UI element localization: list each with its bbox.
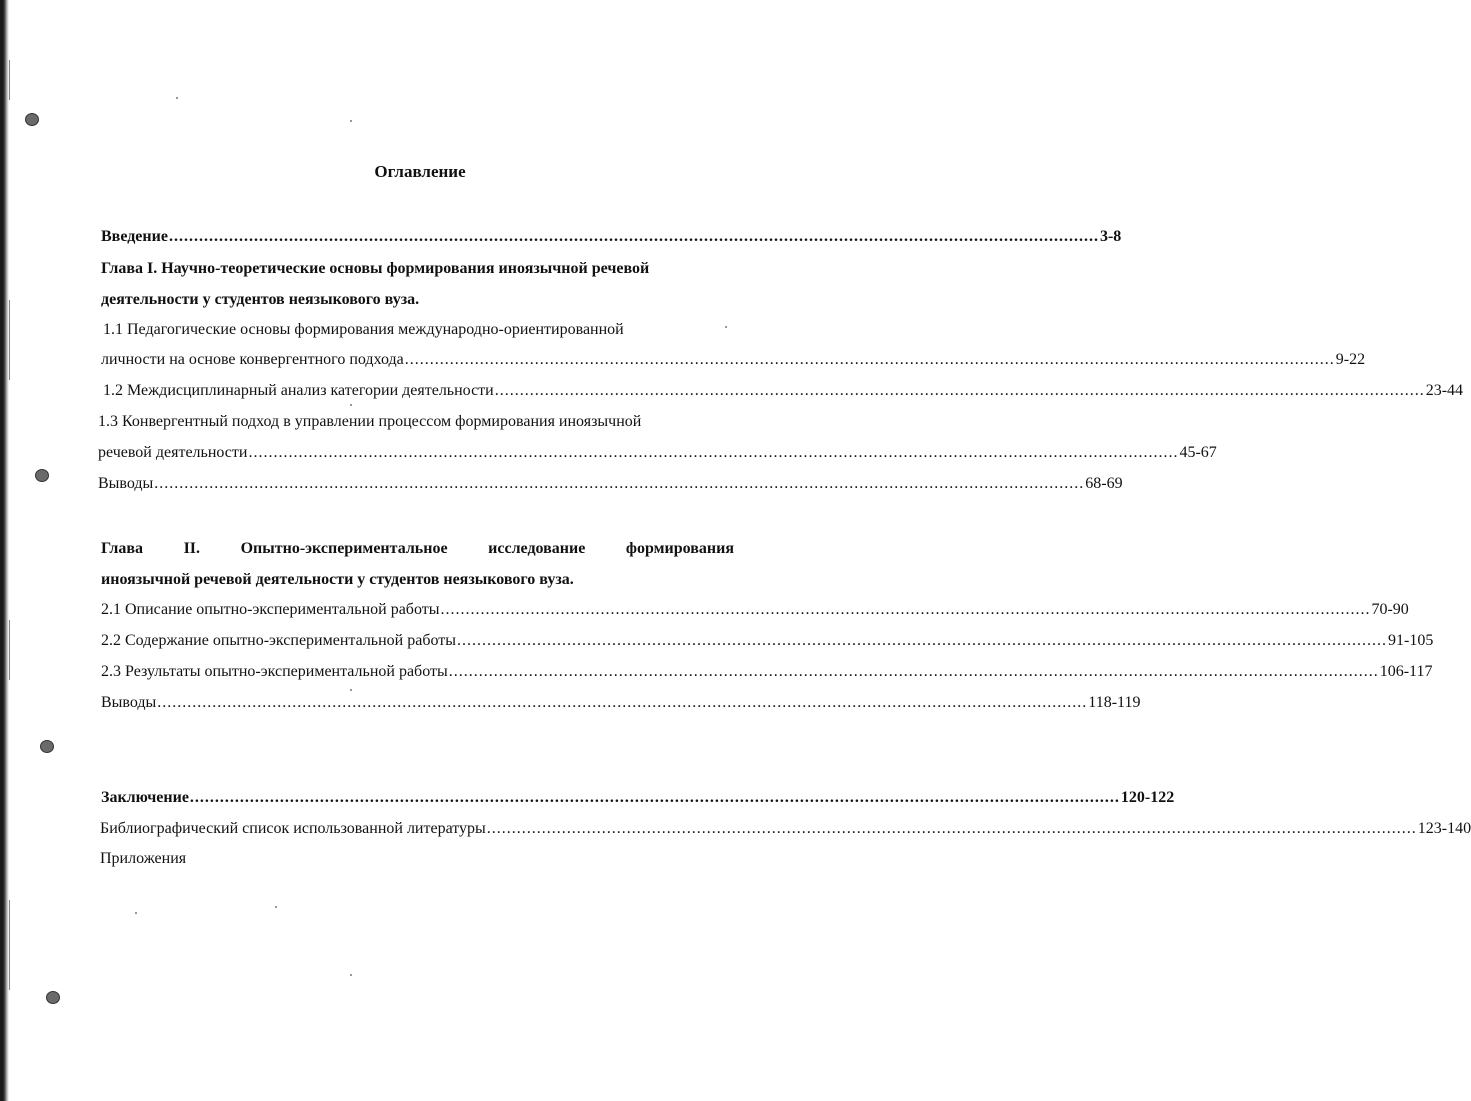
- scan-artifact: [9, 300, 10, 380]
- scan-speck: [350, 120, 352, 122]
- toc-page-range: 123-140: [1417, 820, 1471, 837]
- dot-leader: ..........................................................................................................................................................................................: [486, 820, 1417, 837]
- dot-leader: ..........................................................................................................................................................................................: [457, 632, 1387, 649]
- toc-page-range: 70-90: [1371, 601, 1409, 618]
- toc-page-range: 106-117: [1379, 663, 1433, 680]
- scan-speck: [725, 326, 727, 328]
- scan-speck: [135, 912, 137, 914]
- punch-hole-mark: [35, 469, 49, 482]
- scan-speck: [350, 404, 352, 406]
- toc-page-range: 45-67: [1179, 444, 1217, 461]
- toc-page-range: 3-8: [1099, 228, 1122, 245]
- toc-page-range: 118-119: [1088, 694, 1141, 711]
- dot-leader: ..........................................................................................................................................................................................: [404, 351, 1335, 368]
- scan-artifact: [9, 620, 10, 680]
- toc-entry-label: Выводы: [98, 475, 154, 492]
- toc-entry-label: Заключение: [101, 789, 189, 806]
- dot-leader: ..........................................................................................................................................................................................: [154, 475, 1085, 492]
- scan-speck: [275, 906, 277, 908]
- toc-entry-conclusion: [101, 788, 1175, 808]
- toc-entry-label: Выводы: [101, 694, 157, 711]
- toc-entry-bibliography: [100, 819, 1471, 839]
- dot-leader: ..........................................................................................................................................................................................: [440, 601, 1371, 618]
- toc-entry-label: Библиографический список использованной литературы: [100, 820, 486, 837]
- punch-hole-mark: [46, 991, 60, 1004]
- toc-entry-2-2: [101, 631, 1434, 651]
- toc-page-range: 23-44: [1425, 382, 1464, 399]
- toc-entry-label: 2.1 Описание опытно-экспериментальной работы: [101, 601, 440, 618]
- toc-entry-label: 1.2 Междисциплинарный анализ категории деятельности: [103, 382, 494, 399]
- scan-speck: [350, 974, 352, 976]
- heading-word: Глава: [101, 540, 143, 557]
- toc-entry-chapter-2-conclusions: [101, 693, 1141, 713]
- toc-entry-intro: [101, 227, 1122, 247]
- scan-speck: [350, 689, 352, 691]
- toc-page-range: 9-22: [1335, 351, 1366, 368]
- toc-entry-label: Введение: [101, 228, 168, 245]
- toc-page-range: 68-69: [1085, 475, 1123, 492]
- toc-entry-1-1-line-1: 1.1 Педагогические основы формирования международно-ориентированной: [103, 321, 624, 338]
- chapter-1-heading-line-1: Глава I. Научно-теоретические основы формирования иноязычной речевой: [101, 260, 650, 277]
- dot-leader: ..........................................................................................................................................................................................: [248, 444, 1179, 461]
- chapter-2-heading-line-1: [101, 539, 734, 559]
- scan-artifact: [9, 60, 10, 100]
- chapter-2-heading-line-2: иноязычной речевой деятельности у студентов неязыкового вуза.: [101, 571, 574, 588]
- heading-word: формирования: [625, 540, 734, 557]
- toc-entry-1-2: [103, 381, 1464, 401]
- toc-entry-chapter-1-conclusions: [98, 474, 1123, 494]
- toc-entry-1-1: [101, 350, 1366, 370]
- toc-entry-label: 2.3 Результаты опытно-экспериментальной работы: [101, 663, 448, 680]
- heading-word: исследование: [488, 540, 586, 557]
- punch-hole-mark: [40, 740, 54, 753]
- page-title: Оглавление: [374, 162, 466, 181]
- toc-entry-label: 2.2 Содержание опытно-экспериментальной работы: [101, 632, 456, 649]
- dot-leader: ..........................................................................................................................................................................................: [189, 789, 1120, 806]
- dot-leader: ..........................................................................................................................................................................................: [157, 694, 1088, 711]
- scan-artifact: [9, 900, 10, 990]
- heading-word: Опытно-экспериментальное: [240, 540, 448, 557]
- toc-entry-label: личности на основе конвергентного подхода: [101, 351, 404, 368]
- dot-leader: ..........................................................................................................................................................................................: [168, 228, 1099, 245]
- heading-word: II.: [183, 540, 201, 557]
- toc-entry-2-3: [101, 662, 1433, 682]
- toc-entry-appendix: Приложения: [100, 850, 187, 867]
- punch-hole-mark: [25, 113, 39, 126]
- toc-entry-1-3-line-1: 1.3 Конвергентный подход в управлении процессом формирования иноязычной: [98, 413, 642, 430]
- dot-leader: ..........................................................................................................................................................................................: [448, 663, 1379, 680]
- toc-entry-label: речевой деятельности: [98, 444, 248, 461]
- toc-page-range: 91-105: [1388, 632, 1434, 649]
- chapter-1-heading-line-2: деятельности у студентов неязыкового вуза.: [101, 291, 420, 308]
- toc-entry-2-1: [101, 600, 1409, 620]
- dot-leader: ..........................................................................................................................................................................................: [494, 382, 1425, 399]
- scan-speck: [176, 97, 178, 99]
- toc-entry-1-3: [98, 443, 1217, 463]
- toc-page-range: 120-122: [1120, 789, 1175, 806]
